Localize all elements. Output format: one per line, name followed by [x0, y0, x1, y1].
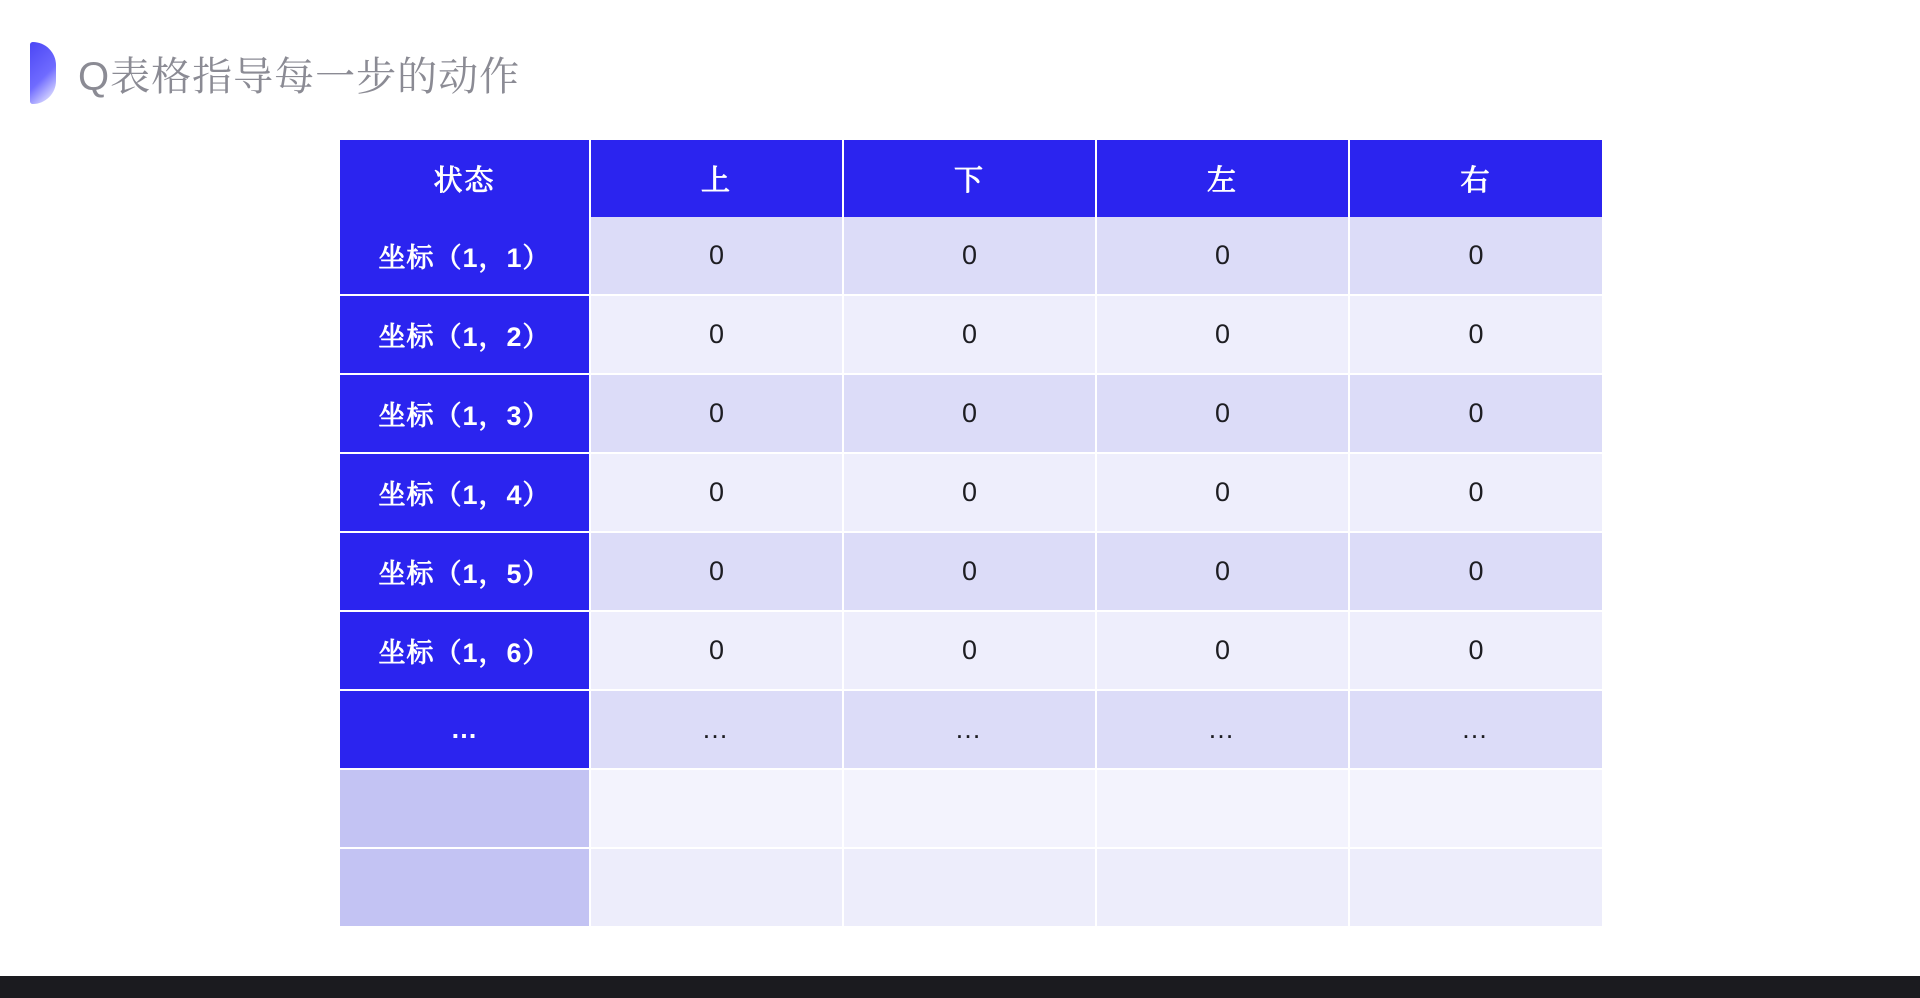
cell-right: 0 [1349, 374, 1602, 453]
cell-up: … [590, 690, 843, 769]
row-state-label: 坐标（1，4） [340, 453, 590, 532]
cell-right: 0 [1349, 453, 1602, 532]
row-state-label: 坐标（1，1） [340, 217, 590, 295]
table-row [340, 217, 1602, 295]
row-state-label: 坐标（1，6） [340, 611, 590, 690]
table-row [340, 295, 1602, 374]
column-header-state: 状态 [340, 140, 590, 217]
cell-up: 0 [590, 611, 843, 690]
cell-left: 0 [1096, 374, 1349, 453]
table-row [340, 532, 1602, 611]
cell-left: 0 [1096, 295, 1349, 374]
cell-down: 0 [843, 611, 1096, 690]
row-state-label: 坐标（1，3） [340, 374, 590, 453]
q-table-body [340, 217, 1602, 927]
cell-up [590, 769, 843, 848]
cell-up [590, 848, 843, 927]
q-table [340, 140, 1602, 928]
cell-right: 0 [1349, 295, 1602, 374]
cell-right: 0 [1349, 532, 1602, 611]
table-row-ellipsis [340, 690, 1602, 769]
cell-down [843, 769, 1096, 848]
cell-down: 0 [843, 453, 1096, 532]
cell-up: 0 [590, 453, 843, 532]
cell-up: 0 [590, 295, 843, 374]
cell-up: 0 [590, 217, 843, 295]
cell-left: 0 [1096, 453, 1349, 532]
cell-down: 0 [843, 217, 1096, 295]
cell-down: 0 [843, 295, 1096, 374]
cell-down: … [843, 690, 1096, 769]
cell-left [1096, 848, 1349, 927]
bottom-bar [0, 976, 1920, 998]
table-row-empty [340, 848, 1602, 927]
cell-right: … [1349, 690, 1602, 769]
page-title: Q表格指导每一步的动作 [78, 54, 521, 99]
column-header-right: 右 [1349, 140, 1602, 217]
row-state-label [340, 769, 590, 848]
slide-title-row [30, 42, 520, 104]
cell-right [1349, 848, 1602, 927]
cell-down [843, 848, 1096, 927]
table-row-empty [340, 769, 1602, 848]
table-row [340, 453, 1602, 532]
cell-left: 0 [1096, 532, 1349, 611]
cell-left [1096, 769, 1349, 848]
table-row [340, 374, 1602, 453]
column-header-up: 上 [590, 140, 843, 217]
column-header-left: 左 [1096, 140, 1349, 217]
row-state-label: 坐标（1，5） [340, 532, 590, 611]
q-table-header [340, 140, 1602, 217]
cell-right: 0 [1349, 611, 1602, 690]
table-row [340, 611, 1602, 690]
cell-right: 0 [1349, 217, 1602, 295]
cell-up: 0 [590, 374, 843, 453]
cell-left: 0 [1096, 611, 1349, 690]
row-state-label: … [340, 690, 590, 769]
row-state-label: 坐标（1，2） [340, 295, 590, 374]
cell-left: 0 [1096, 217, 1349, 295]
column-header-down: 下 [843, 140, 1096, 217]
cell-up: 0 [590, 532, 843, 611]
cell-left: … [1096, 690, 1349, 769]
cell-right [1349, 769, 1602, 848]
table-header-row [340, 140, 1602, 217]
title-accent-marker-icon [30, 42, 56, 104]
cell-down: 0 [843, 374, 1096, 453]
cell-down: 0 [843, 532, 1096, 611]
row-state-label [340, 848, 590, 927]
